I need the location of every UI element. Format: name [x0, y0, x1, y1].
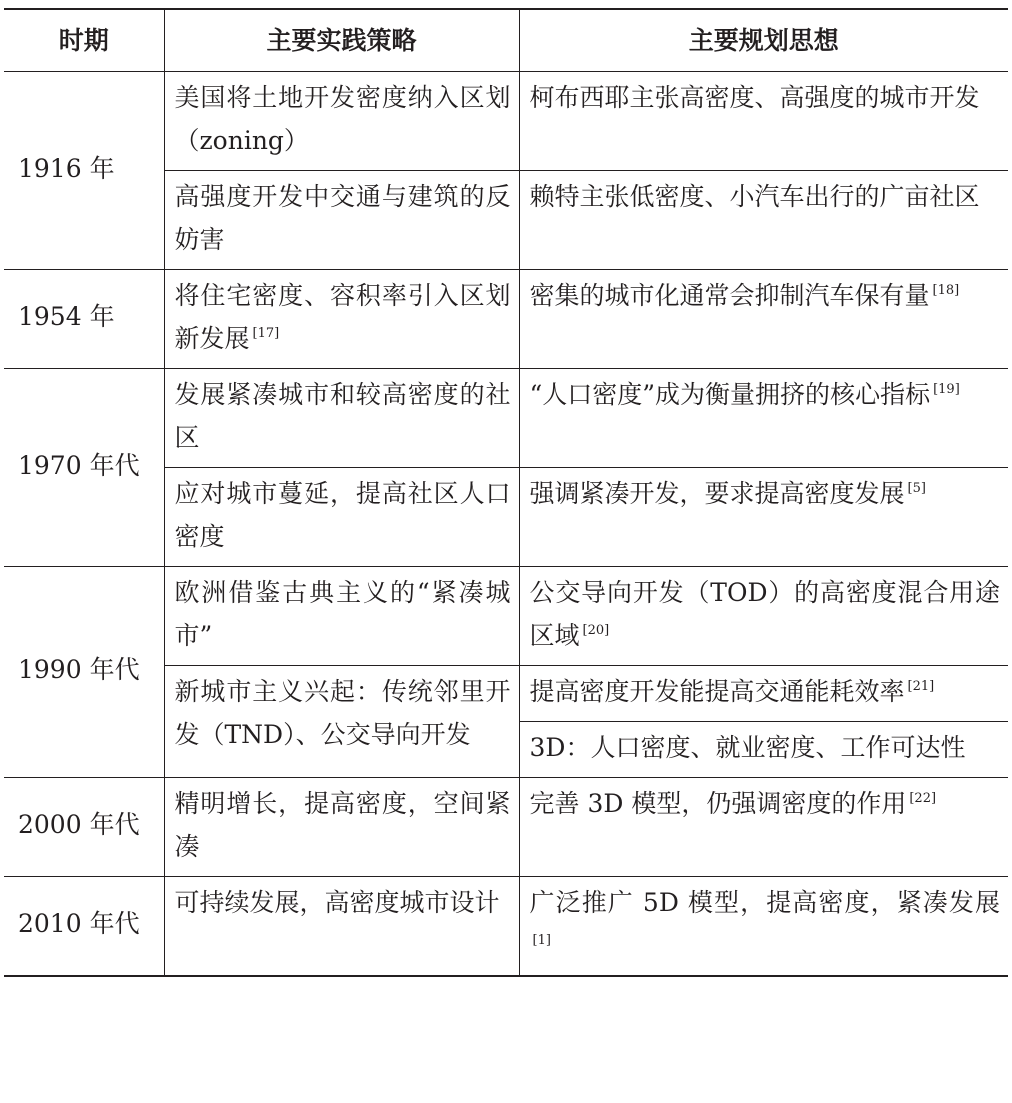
- thought-text: 广泛推广 5D 模型，提高密度，紧凑发展: [529, 887, 1000, 917]
- table-body: [4, 71, 1008, 976]
- thought-text: 完善 3D 模型，仍强调密度的作用: [529, 788, 907, 818]
- period-cell: 1990 年代: [4, 566, 164, 777]
- strategy-text: 应对城市蔓延，提高社区人口密度: [174, 478, 511, 551]
- thought-cell: [519, 876, 1008, 976]
- period-cell: 2000 年代: [4, 777, 164, 876]
- reference-marker: [21]: [907, 679, 935, 695]
- thought-cell: [519, 721, 1008, 777]
- table-row: [4, 777, 1008, 876]
- period-cell: 2010 年代: [4, 876, 164, 976]
- thought-cell: [519, 170, 1008, 269]
- thought-text: 公交导向开发（TOD）的高密度混合用途区域: [529, 577, 1000, 650]
- thought-cell: [519, 665, 1008, 721]
- planning-table: [4, 8, 1008, 977]
- thought-text: 柯布西耶主张高密度、高强度的城市开发: [529, 82, 980, 112]
- table-row: [4, 368, 1008, 467]
- thought-cell: [519, 269, 1008, 368]
- table-row: [4, 269, 1008, 368]
- strategy-cell: [164, 269, 519, 368]
- strategy-text: 新城市主义兴起：传统邻里开发（TND）、公交导向开发: [174, 676, 511, 749]
- strategy-text: 高强度开发中交通与建筑的反妨害: [174, 181, 511, 254]
- thought-text: 提高密度开发能提高交通能耗效率: [529, 676, 905, 706]
- thought-cell: [519, 71, 1008, 170]
- strategy-cell: [164, 71, 519, 170]
- table-header: [4, 9, 1008, 71]
- strategy-cell: [164, 566, 519, 665]
- thought-text: 3D：人口密度、就业密度、工作可达性: [529, 732, 966, 762]
- strategy-text: 美国将土地开发密度纳入区划（zoning）: [174, 82, 511, 155]
- strategy-cell: [164, 170, 519, 269]
- strategy-cell: [164, 876, 519, 976]
- reference-marker: [5]: [907, 481, 926, 497]
- table-row: [4, 71, 1008, 170]
- thought-text: 赖特主张低密度、小汽车出行的广亩社区: [529, 181, 980, 211]
- strategy-text: 发展紧凑城市和较高密度的社区: [174, 379, 511, 452]
- reference-marker: [22]: [909, 791, 937, 807]
- thought-text: 强调紧凑开发，要求提高密度发展: [529, 478, 905, 508]
- reference-marker: [18]: [932, 283, 960, 299]
- strategy-cell: [164, 467, 519, 566]
- strategy-text: 欧洲借鉴古典主义的“紧凑城市”: [174, 577, 511, 650]
- thought-text: “人口密度”成为衡量拥挤的核心指标: [529, 379, 931, 409]
- header-period: 时期: [4, 9, 164, 71]
- reference-marker: [20]: [582, 623, 610, 639]
- thought-cell: [519, 566, 1008, 665]
- period-cell: 1970 年代: [4, 368, 164, 566]
- reference-marker: [17]: [252, 326, 280, 342]
- reference-marker: [19]: [933, 382, 960, 398]
- strategy-text: 将住宅密度、容积率引入区划新发展: [174, 280, 511, 353]
- table-row: [4, 566, 1008, 665]
- thought-cell: [519, 777, 1008, 876]
- header-row: [4, 9, 1008, 71]
- header-strategy: 主要实践策略: [164, 9, 519, 71]
- reference-marker: [1]: [532, 933, 551, 949]
- strategy-text: 精明增长，提高密度，空间紧凑: [174, 788, 511, 861]
- thought-cell: [519, 467, 1008, 566]
- header-thought: 主要规划思想: [519, 9, 1008, 71]
- strategy-cell: [164, 368, 519, 467]
- thought-text: 密集的城市化通常会抑制汽车保有量: [529, 280, 930, 310]
- strategy-cell: [164, 777, 519, 876]
- thought-cell: [519, 368, 1008, 467]
- period-cell: 1954 年: [4, 269, 164, 368]
- strategy-text: 可持续发展，高密度城市设计: [174, 887, 500, 917]
- period-cell: 1916 年: [4, 71, 164, 269]
- table-row: [4, 876, 1008, 976]
- strategy-cell: [164, 665, 519, 777]
